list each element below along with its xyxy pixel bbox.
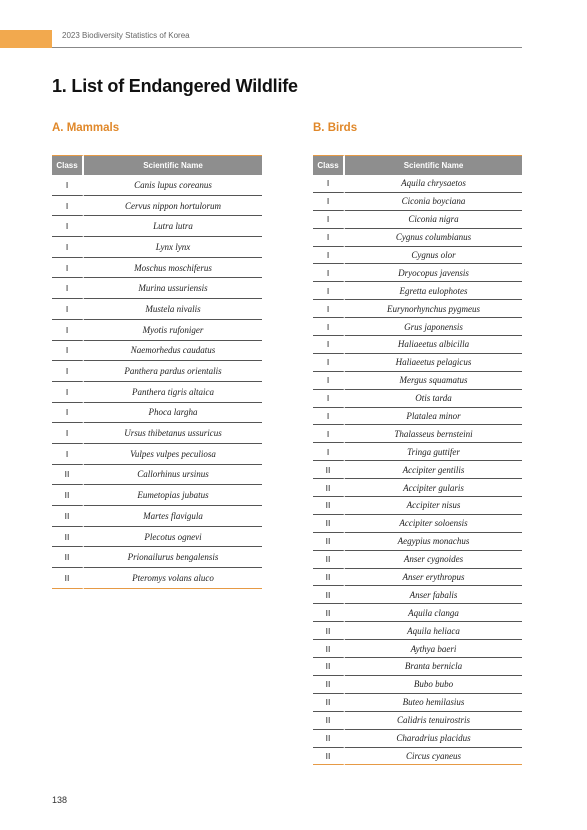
scientific-name-cell: Canis lupus coreanus <box>84 175 262 196</box>
table-row <box>313 425 522 443</box>
mammals-table <box>52 155 262 589</box>
table-row <box>52 547 262 568</box>
birds-table-body <box>313 175 522 765</box>
table-row <box>313 748 522 766</box>
table-row <box>52 278 262 299</box>
scientific-name-cell: Anser erythropus <box>345 569 522 587</box>
scientific-name-cell: Accipiter gularis <box>345 479 522 497</box>
class-cell: I <box>313 229 345 247</box>
class-cell: I <box>313 425 345 443</box>
table-row <box>313 408 522 426</box>
class-cell: II <box>313 533 345 551</box>
table-row <box>52 568 262 589</box>
table-row <box>52 485 262 506</box>
class-cell: I <box>313 300 345 318</box>
scientific-name-cell: Otis tarda <box>345 390 522 408</box>
table-row <box>313 569 522 587</box>
class-cell: I <box>52 444 84 465</box>
table-row <box>313 318 522 336</box>
class-cell: II <box>313 622 345 640</box>
scientific-name-cell: Panthera pardus orientalis <box>84 361 262 382</box>
table-row <box>52 196 262 217</box>
table-row <box>313 676 522 694</box>
class-cell: I <box>313 443 345 461</box>
table-row <box>52 527 262 548</box>
class-cell: I <box>313 264 345 282</box>
class-cell: I <box>313 247 345 265</box>
class-cell: II <box>313 604 345 622</box>
scientific-name-cell: Pteromys volans aluco <box>84 568 262 589</box>
table-row <box>52 258 262 279</box>
class-cell: II <box>313 640 345 658</box>
scientific-name-cell: Accipiter nisus <box>345 497 522 515</box>
scientific-name-cell: Myotis rufoniger <box>84 320 262 341</box>
column-header-scientific-name: Scientific Name <box>84 155 262 175</box>
class-cell: I <box>52 237 84 258</box>
table-row <box>313 622 522 640</box>
class-cell: I <box>313 175 345 193</box>
table-row <box>313 282 522 300</box>
table-row <box>313 497 522 515</box>
class-cell: II <box>52 506 84 527</box>
table-row <box>52 216 262 237</box>
class-cell: II <box>313 748 345 766</box>
scientific-name-cell: Thalasseus bernsteini <box>345 425 522 443</box>
scientific-name-cell: Naemorhedus caudatus <box>84 341 262 362</box>
scientific-name-cell: Cygnus columbianus <box>345 229 522 247</box>
class-cell: II <box>52 547 84 568</box>
table-row <box>52 299 262 320</box>
scientific-name-cell: Branta bernicla <box>345 658 522 676</box>
scientific-name-cell: Haliaeetus albicilla <box>345 336 522 354</box>
class-cell: II <box>313 497 345 515</box>
table-row <box>313 694 522 712</box>
table-row <box>313 586 522 604</box>
table-row <box>313 229 522 247</box>
mammals-heading: A. Mammals <box>52 122 120 134</box>
table-row <box>313 712 522 730</box>
table-row <box>313 443 522 461</box>
class-cell: II <box>313 586 345 604</box>
scientific-name-cell: Grus japonensis <box>345 318 522 336</box>
scientific-name-cell: Panthera tigris altaica <box>84 382 262 403</box>
table-row <box>52 382 262 403</box>
class-cell: II <box>313 712 345 730</box>
scientific-name-cell: Bubo bubo <box>345 676 522 694</box>
running-header: 2023 Biodiversity Statistics of Korea <box>62 31 190 40</box>
table-row <box>52 465 262 486</box>
class-cell: II <box>52 527 84 548</box>
scientific-name-cell: Eurynorhynchus pygmeus <box>345 300 522 318</box>
class-cell: II <box>52 568 84 589</box>
scientific-name-cell: Moschus moschiferus <box>84 258 262 279</box>
scientific-name-cell: Callorhinus ursinus <box>84 465 262 486</box>
class-cell: I <box>52 278 84 299</box>
table-row <box>313 372 522 390</box>
table-row <box>52 506 262 527</box>
class-cell: I <box>52 175 84 196</box>
class-cell: I <box>52 341 84 362</box>
table-row <box>313 515 522 533</box>
class-cell: I <box>313 282 345 300</box>
table-row <box>313 354 522 372</box>
column-header-class: Class <box>313 155 345 175</box>
table-row <box>52 320 262 341</box>
class-cell: II <box>313 658 345 676</box>
table-row <box>313 264 522 282</box>
class-cell: I <box>52 382 84 403</box>
page-title: 1. List of Endangered Wildlife <box>52 76 298 96</box>
header-accent-bar <box>0 30 52 48</box>
mammals-table-body <box>52 175 262 589</box>
page-number: 138 <box>52 795 68 805</box>
class-cell: I <box>313 390 345 408</box>
scientific-name-cell: Haliaeetus pelagicus <box>345 354 522 372</box>
class-cell: II <box>313 694 345 712</box>
class-cell: II <box>313 569 345 587</box>
scientific-name-cell: Circus cyaneus <box>345 748 522 766</box>
table-row <box>313 551 522 569</box>
class-cell: II <box>313 515 345 533</box>
class-cell: I <box>52 258 84 279</box>
table-header-row <box>52 155 262 175</box>
scientific-name-cell: Aquila chrysaetos <box>345 175 522 193</box>
scientific-name-cell: Plecotus ognevi <box>84 527 262 548</box>
scientific-name-cell: Mergus squamatus <box>345 372 522 390</box>
class-cell: I <box>52 361 84 382</box>
scientific-name-cell: Vulpes vulpes peculiosa <box>84 444 262 465</box>
table-row <box>52 237 262 258</box>
column-header-class: Class <box>52 155 84 175</box>
class-cell: II <box>313 461 345 479</box>
scientific-name-cell: Prionailurus bengalensis <box>84 547 262 568</box>
scientific-name-cell: Phoca largha <box>84 403 262 424</box>
header-divider <box>52 47 522 48</box>
table-header-row <box>313 155 522 175</box>
class-cell: I <box>52 423 84 444</box>
class-cell: I <box>52 216 84 237</box>
class-cell: II <box>313 551 345 569</box>
class-cell: II <box>313 676 345 694</box>
scientific-name-cell: Mustela nivalis <box>84 299 262 320</box>
class-cell: I <box>313 211 345 229</box>
scientific-name-cell: Aythya baeri <box>345 640 522 658</box>
scientific-name-cell: Cygnus olor <box>345 247 522 265</box>
class-cell: I <box>52 403 84 424</box>
table-row <box>313 533 522 551</box>
scientific-name-cell: Ciconia nigra <box>345 211 522 229</box>
table-row <box>52 361 262 382</box>
class-cell: II <box>313 479 345 497</box>
birds-table <box>313 155 522 765</box>
scientific-name-cell: Accipiter gentilis <box>345 461 522 479</box>
scientific-name-cell: Dryocopus javensis <box>345 264 522 282</box>
scientific-name-cell: Platalea minor <box>345 408 522 426</box>
table-row <box>313 479 522 497</box>
scientific-name-cell: Aquila clanga <box>345 604 522 622</box>
column-header-scientific-name: Scientific Name <box>345 155 522 175</box>
table-row <box>313 730 522 748</box>
class-cell: I <box>313 354 345 372</box>
scientific-name-cell: Martes flavigula <box>84 506 262 527</box>
class-cell: II <box>52 485 84 506</box>
table-row <box>313 640 522 658</box>
scientific-name-cell: Buteo hemilasius <box>345 694 522 712</box>
table-row <box>313 390 522 408</box>
table-row <box>52 423 262 444</box>
scientific-name-cell: Charadrius placidus <box>345 730 522 748</box>
class-cell: I <box>52 299 84 320</box>
scientific-name-cell: Ciconia boyciana <box>345 193 522 211</box>
class-cell: II <box>313 730 345 748</box>
table-row <box>313 604 522 622</box>
table-row <box>313 336 522 354</box>
scientific-name-cell: Aquila heliaca <box>345 622 522 640</box>
scientific-name-cell: Anser cygnoides <box>345 551 522 569</box>
table-row <box>52 175 262 196</box>
class-cell: I <box>313 408 345 426</box>
scientific-name-cell: Ursus thibetanus ussuricus <box>84 423 262 444</box>
scientific-name-cell: Cervus nippon hortulorum <box>84 196 262 217</box>
class-cell: I <box>313 193 345 211</box>
scientific-name-cell: Tringa guttifer <box>345 443 522 461</box>
scientific-name-cell: Eumetopias jubatus <box>84 485 262 506</box>
table-row <box>52 341 262 362</box>
class-cell: I <box>313 336 345 354</box>
scientific-name-cell: Accipiter soloensis <box>345 515 522 533</box>
scientific-name-cell: Murina ussuriensis <box>84 278 262 299</box>
class-cell: I <box>52 196 84 217</box>
table-row <box>313 658 522 676</box>
scientific-name-cell: Aegypius monachus <box>345 533 522 551</box>
class-cell: I <box>313 318 345 336</box>
scientific-name-cell: Lutra lutra <box>84 216 262 237</box>
table-row <box>313 193 522 211</box>
class-cell: I <box>52 320 84 341</box>
scientific-name-cell: Egretta eulophotes <box>345 282 522 300</box>
table-row <box>52 444 262 465</box>
scientific-name-cell: Calidris tenuirostris <box>345 712 522 730</box>
birds-heading: B. Birds <box>313 122 358 134</box>
scientific-name-cell: Anser fabalis <box>345 586 522 604</box>
table-row <box>313 211 522 229</box>
class-cell: I <box>313 372 345 390</box>
class-cell: II <box>52 465 84 486</box>
table-row <box>313 247 522 265</box>
table-row <box>313 300 522 318</box>
table-row <box>52 403 262 424</box>
table-row <box>313 461 522 479</box>
table-row <box>313 175 522 193</box>
scientific-name-cell: Lynx lynx <box>84 237 262 258</box>
